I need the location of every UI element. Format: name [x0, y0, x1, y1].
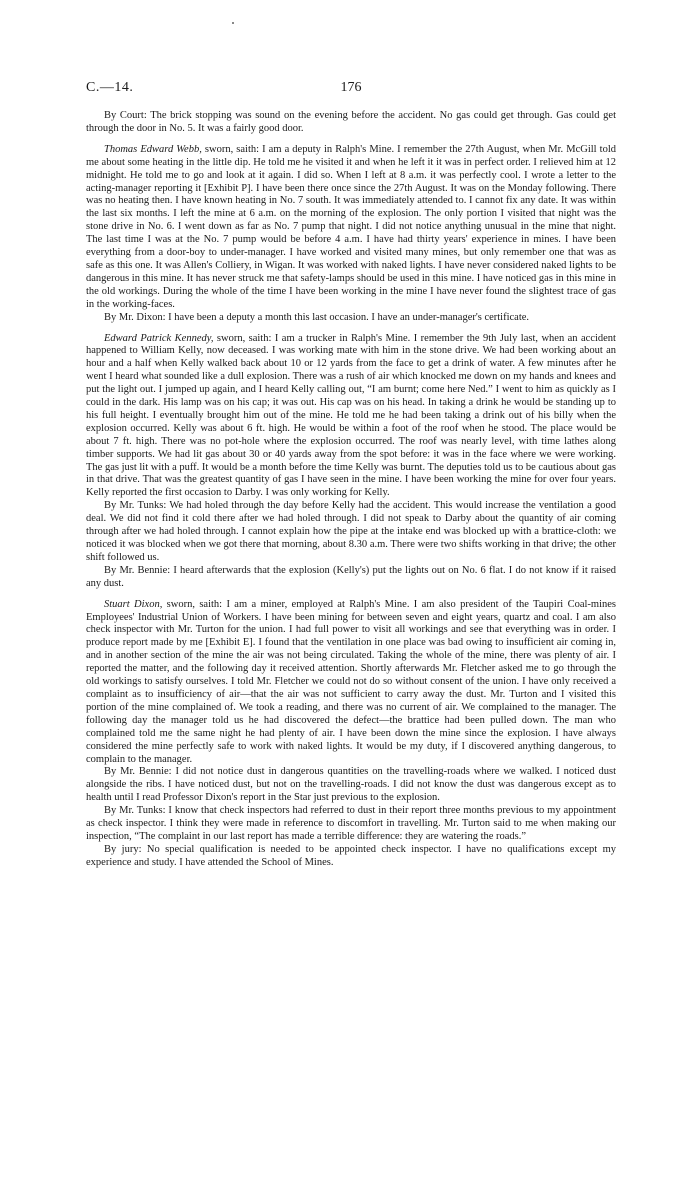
- paragraph: [86, 144, 616, 312]
- paragraph-text: By Mr. Bennie: I heard afterwards that the explosion (Kelly's) put the lights out on No. 6 flat. I do not know if it raised any dust.: [86, 564, 616, 589]
- paragraph: [86, 805, 616, 844]
- witness-name: Thomas Edward Webb,: [104, 143, 202, 155]
- paragraph: [86, 333, 616, 501]
- paragraph-text: By Mr. Dixon: I have been a deputy a month this last occasion. I have an under-manager's certificate.: [104, 311, 530, 323]
- paragraph: [86, 565, 616, 591]
- page-header: [86, 80, 616, 100]
- scan-speck: [232, 22, 234, 24]
- paragraph: [86, 500, 616, 565]
- document-reference: C.—14.: [86, 80, 134, 95]
- witness-name: Edward Patrick Kennedy,: [104, 332, 214, 344]
- paragraph: [86, 312, 616, 325]
- page-number: 176: [340, 80, 362, 95]
- paragraph: [86, 599, 616, 767]
- paragraph: [86, 844, 616, 870]
- paragraph-text: sworn, saith: I am a trucker in Ralph's Mine. I remember the 9th July last, when an accident happened to William Kelly, now deceased. I was working mate with him in the stone drive. We had been working about an hour and a half when Kelly walked back about 10 or 12 yards from the face to get a drink of water. A few minutes after he went I heard what sounded like a dull explosion. There was a rush of air which knocked me down on my hands and knees and put the light out. I jumped up again, and I heard Kelly calling out, “I am burnt; come here Ned.” I went to him as quickly as I could in the dark. His lamp was on his cap; it was out. His cap was on his head. In taking a drink he would be standing up to his full height. I eventually brought him out of the mine. He told me he had been taking a drink out of his billy when the explosion occurred. Kelly was about 6 ft. high. He would be within a foot of the roof when he stood. The place would be about 7 ft. high. There was no pot-hole where the explosion occurred. The roof was nearly level, with time lathes along timber supports. We had lit gas about 30 or 40 yards away from the spot before: it was in the face where we were working. The gas just lit with a puff. It would be a month before the time Kelly was burnt. The deputies told us to be cautious about gas in that drive. That was the greatest quantity of gas I have seen in the mine. I have been working the mine for over four years. Kelly reported the first occasion to Darby. I was only working for Kelly.: [86, 332, 616, 499]
- paragraph-text: sworn, saith: I am a miner, employed at Ralph's Mine. I am also president of the Taupiri Coal-mines Employees' Industrial Union of Workers. I have been mining for between seven and eight years, quartz and coal. I am also check inspector with Mr. Turton for the union. I had full power to visit all workings and see that everything was in order. I produce report made by me [Exhibit E]. I found that the ventilation in one place was bad owing to insufficient air coming in, and in another section of the mine the air was not being circulated. Taking the whole of the mine, there was plenty of air. I reported the matter, and the following day it received attention. Shortly afterwards Mr. Fletcher asked me to go through the old workings to satisfy ourselves. I told Mr. Fletcher we could not do so without consent of the union. I have only received a complaint as to insufficiency of air—that the air was not sufficient to carry away the dust. Mr. Turton and I visited this portion of the mine complained of. We took a reading, and there was no current of air. We complained to the manager. The following day the manager told us he had discovered the defect—the brattice had been pulled down. The man who complained told me the same night he had plenty of air. I have been down the mine since the explosion. I have always considered the mine perfectly safe to work with naked lights. It would be my duty, if I discovered anything dangerous, to complain to the manager.: [86, 598, 616, 765]
- witness-name: Stuart Dixon,: [104, 598, 163, 610]
- paragraph-text: By Mr. Tunks: I know that check inspectors had referred to dust in their report three months previous to my appointment as check inspector. I think they were made in reference to discomfort in travelling. Mr. Turton said to me when making our inspection, “The complaint in our last report has made a terrible difference: they are watering the roads.”: [86, 805, 616, 842]
- paragraph: [86, 110, 616, 136]
- document-body: [86, 110, 616, 870]
- paragraph-text: By jury: No special qualification is needed to be appointed check inspector. I have no qualifications except my experience and study. I have attended the School of Mines.: [86, 843, 616, 868]
- paragraph-text: By Mr. Tunks: We had holed through the day before Kelly had the accident. This would increase the ventilation a good deal. We did not find it cold there after we had holed through. I did not speak to Darby about the quantity of air coming through after we had holed through. I cannot explain how the pipe at the intake end was blocked up with a brattice-cloth: we noticed it was blocked when we got there that morning, about 8.30 a.m. There were two shifts working in that drive; the other shift followed us.: [86, 500, 616, 563]
- paragraph-text: By Mr. Bennie: I did not notice dust in dangerous quantities on the travelling-roads where we walked. I noticed dust alongside the ribs. I have noticed dust, but not on the travelling-roads. I did not know the dust was dangerous except as to health until I read Professor Dixon's report in the Star just previous to the explosion.: [86, 766, 616, 804]
- paragraph: [86, 766, 616, 805]
- paragraph-text: sworn, saith: I am a deputy in Ralph's Mine. I remember the 27th August, when Mr. McGill told me about some heating in the little dip. He told me he visited it and when he left it it was in perfect order. I relieved him at 12 midnight. He told me to go and look at it again. I did so. When I left at 8 a.m. it was perfectly cool. I wrote a letter to the acting-manager reporting it [Exhibit P]. I have been there once since the 27th August. It was on the Monday following. There was no heating then. I have known heating in No. 7 south. It was immediately attended to. I cannot fix any date. It was within the last six months. I left the mine at 6 a.m. on the morning of the explosion. The only portion I visited that night was the stone drive in No. 6. I went down as far as No. 7 pump that night. I did not notice anything unusual in the mine that night. The last time I was at the No. 7 pump would be before 4 a.m. I have had thirty years' experience in mines. I have been everything from a door-boy to under-manager. I have worked and visited many mines, but only remember one that was as safe as this one. It was Allen's Colliery, in Wigan. It was worked with naked lights. I have never considered naked lights to be dangerous in this mine. It has never struck me that safety-lamps should be used in this mine. I have noticed gas in this mine in the old workings. During the whole of the time I have been working in the mine I have never found the slightest trace of gas in the working-faces.: [86, 143, 616, 310]
- paragraph-text: By Court: The brick stopping was sound on the evening before the accident. No gas could get through. Gas could get through the door in No. 5. It was a fairly good door.: [86, 110, 616, 134]
